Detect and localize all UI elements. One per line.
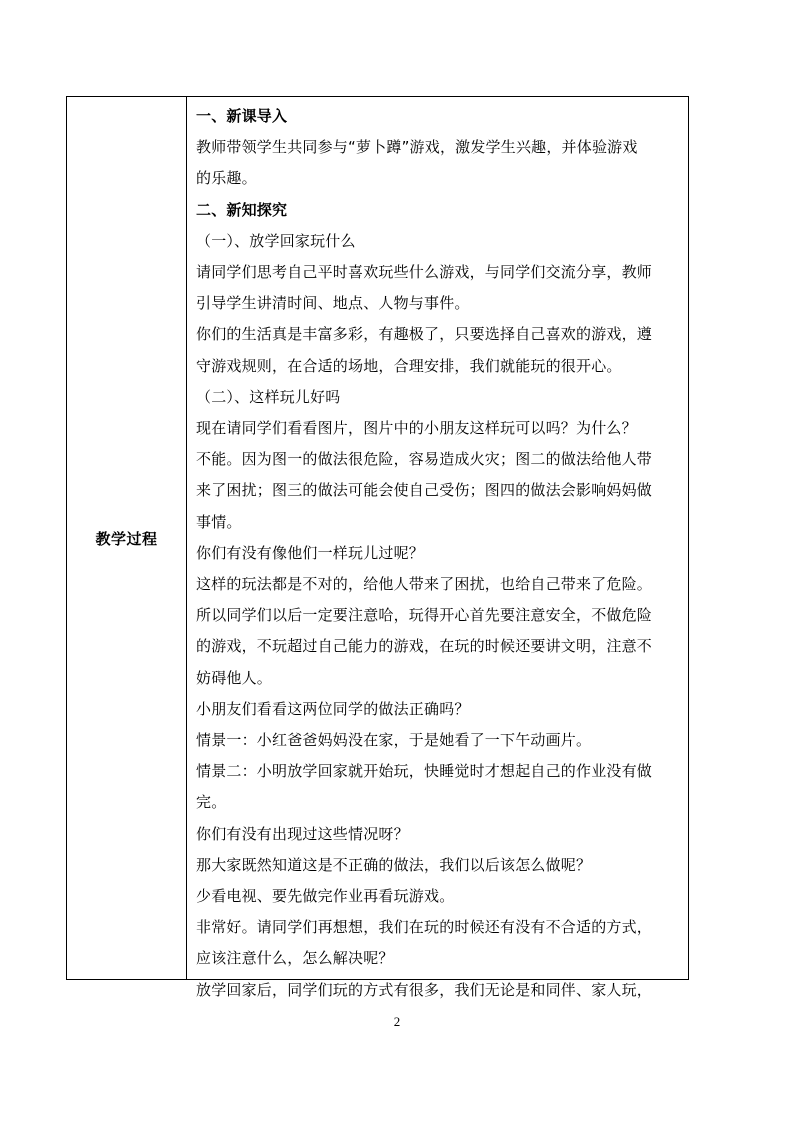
paragraph-2-line-1: 你们的生活真是丰富多彩，有趣极了，只要选择自己喜欢的游戏，遵	[196, 325, 653, 344]
paragraph-6: 这样的玩法都是不对的，给他人带来了困扰，也给自己带来了危险。	[196, 575, 653, 594]
content-cell	[187, 97, 688, 999]
paragraph-3: 现在请同学们看看图片，图片中的小朋友这样玩可以吗？为什么？	[196, 419, 637, 438]
paragraph-1-line-1: 请同学们思考自己平时喜欢玩些什么游戏，与同学们交流分享，教师	[196, 263, 653, 282]
paragraph-7-line-3: 妨碍他人。	[196, 668, 273, 687]
paragraph-1-line-2: 引导学生讲清时间、地点、人物与事件。	[196, 294, 470, 313]
paragraph-15: 放学回家后，同学们玩的方式有很多，我们无论是和同伴、家人玩，	[196, 980, 653, 999]
paragraph-14-line-2: 应该注意什么，怎么解决呢？	[196, 949, 394, 968]
paragraph-4-line-2: 来了困扰；图三的做法可能会使自己受伤；图四的做法会影响妈妈做	[196, 481, 653, 500]
heading-explore: 二、新知探究	[196, 200, 288, 219]
row-label: 教学过程	[95, 529, 158, 548]
paragraph-9: 情景一：小红爸爸妈妈没在家，于是她看了一下午动画片。	[196, 731, 592, 750]
paragraph-11: 你们有没有出现过这些情况呀？	[196, 824, 409, 843]
row-label-cell	[67, 97, 187, 979]
heading-intro: 一、新课导入	[196, 107, 288, 125]
paragraph-7-line-2: 的游戏，不玩超过自己能力的游戏，在玩的时候还要讲文明，注意不	[196, 637, 653, 656]
page-number: 2	[393, 1014, 401, 1029]
paragraph-5: 你们有没有像他们一样玩儿过呢？	[196, 543, 425, 562]
subheading-2: （二）、这样玩儿好吗	[196, 387, 341, 406]
paragraph-8: 小朋友们看看这两位同学的做法正确吗？	[196, 699, 470, 718]
intro-line-2: 的乐趣。	[196, 169, 257, 188]
paragraph-7-line-1: 所以同学们以后一定要注意哈，玩得开心首先要注意安全，不做危险	[196, 606, 653, 625]
paragraph-2-line-2: 守游戏规则，在合适的场地，合理安排，我们就能玩的很开心。	[196, 356, 622, 375]
paragraph-14-line-1: 非常好。请同学们再想想，我们在玩的时候还有没有不合适的方式，	[196, 918, 653, 937]
paragraph-12: 那大家既然知道这是不正确的做法，我们以后该怎么做呢？	[196, 855, 592, 874]
paragraph-10-line-1: 情景二：小明放学回家就开始玩，快睡觉时才想起自己的作业没有做	[196, 762, 653, 781]
lesson-table	[66, 96, 689, 999]
paragraph-4-line-1: 不能。因为图一的做法很危险，容易造成火灾；图二的做法给他人带	[196, 450, 653, 469]
paragraph-13: 少看电视、要先做完作业再看玩游戏。	[196, 887, 455, 906]
paragraph-4-line-3: 事情。	[196, 512, 242, 531]
subheading-1: （一）、放学回家玩什么	[196, 231, 356, 250]
intro-line-1: 教师带领学生共同参与“萝卜蹲”游戏，激发学生兴趣，并体验游戏	[196, 138, 638, 157]
paragraph-10-line-2: 完。	[196, 793, 227, 812]
